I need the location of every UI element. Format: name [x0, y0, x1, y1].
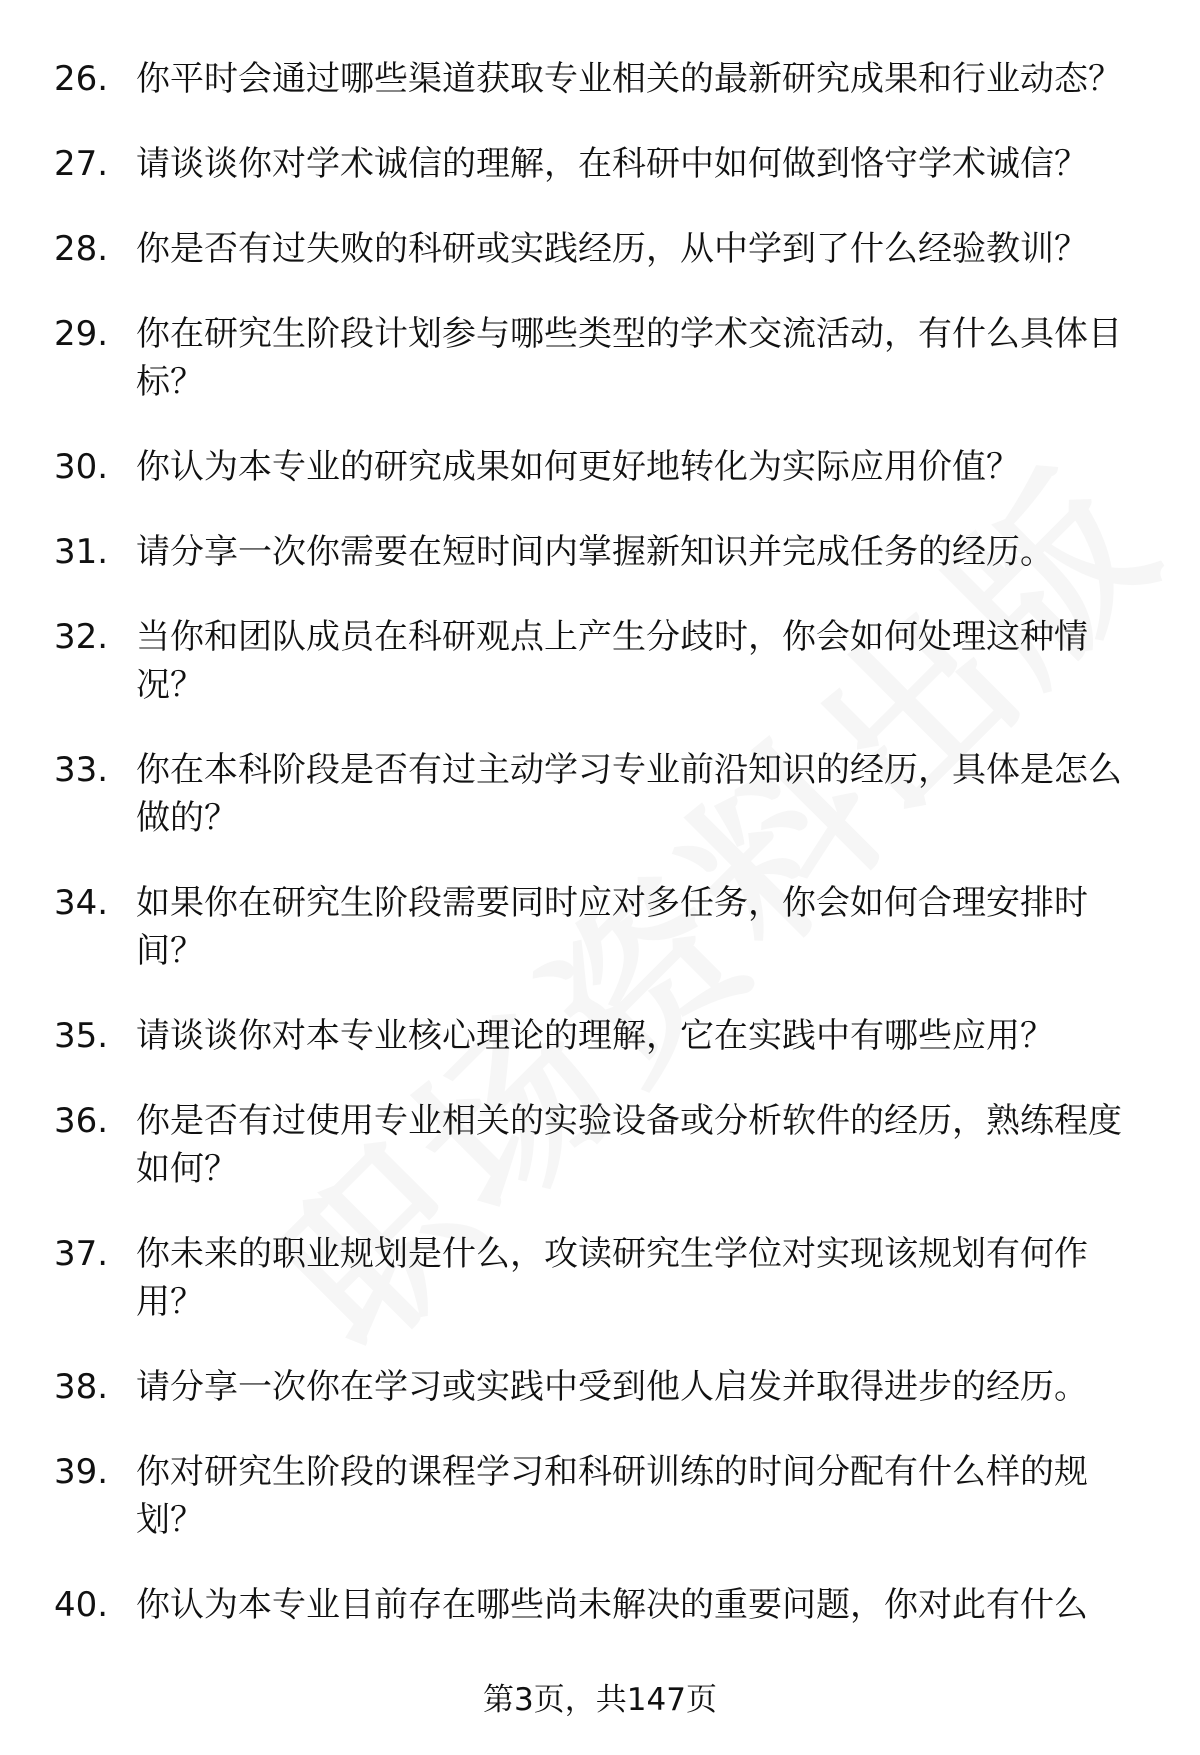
list-item	[54, 613, 1154, 709]
question-number: 32.	[54, 617, 109, 657]
question-number: 34.	[54, 883, 109, 923]
question-number: 35.	[54, 1016, 109, 1056]
list-item	[54, 879, 1154, 975]
list-item	[54, 746, 1154, 842]
list-item	[54, 528, 1154, 576]
question-text: 你认为本专业目前存在哪些尚未解决的重要问题，你对此有什么	[136, 1585, 1088, 1625]
list-item	[54, 225, 1154, 273]
question-number: 27.	[54, 144, 109, 184]
question-text: 当你和团队成员在科研观点上产生分歧时，你会如何处理这种情况？	[136, 617, 1088, 705]
list-item	[54, 443, 1154, 491]
list-item	[54, 1097, 1154, 1193]
question-text: 你在研究生阶段计划参与哪些类型的学术交流活动，有什么具体目标？	[136, 314, 1122, 402]
list-item	[54, 1363, 1154, 1411]
question-number: 26.	[54, 59, 109, 99]
question-text: 你在本科阶段是否有过主动学习专业前沿知识的经历，具体是怎么做的？	[136, 750, 1122, 838]
question-text: 你是否有过失败的科研或实践经历，从中学到了什么经验教训？	[136, 229, 1088, 269]
question-number: 39.	[54, 1452, 109, 1492]
question-text: 请分享一次你在学习或实践中受到他人启发并取得进步的经历。	[136, 1367, 1088, 1407]
list-item	[54, 1012, 1154, 1060]
question-text: 你未来的职业规划是什么，攻读研究生学位对实现该规划有何作用？	[136, 1234, 1088, 1322]
question-text: 你平时会通过哪些渠道获取专业相关的最新研究成果和行业动态？	[136, 59, 1122, 99]
question-number: 31.	[54, 532, 109, 572]
question-number: 28.	[54, 229, 109, 269]
list-item	[54, 1448, 1154, 1544]
list-item	[54, 1581, 1154, 1629]
list-item	[54, 310, 1154, 406]
question-number: 37.	[54, 1234, 109, 1274]
list-item	[54, 140, 1154, 188]
question-text: 你对研究生阶段的课程学习和科研训练的时间分配有什么样的规划？	[136, 1452, 1088, 1540]
question-number: 38.	[54, 1367, 109, 1407]
question-text: 你是否有过使用专业相关的实验设备或分析软件的经历，熟练程度如何？	[136, 1101, 1122, 1189]
page-footer: 第3页，共147页	[483, 1682, 717, 1718]
question-text: 请谈谈你对学术诚信的理解，在科研中如何做到恪守学术诚信？	[136, 144, 1088, 184]
question-text: 请分享一次你需要在短时间内掌握新知识并完成任务的经历。	[136, 532, 1054, 572]
list-item	[54, 1230, 1154, 1326]
question-number: 33.	[54, 750, 109, 790]
question-text: 如果你在研究生阶段需要同时应对多任务，你会如何合理安排时间？	[136, 883, 1088, 971]
question-list	[54, 55, 1154, 1666]
question-text: 请谈谈你对本专业核心理论的理解，它在实践中有哪些应用？	[136, 1016, 1054, 1056]
question-text: 你认为本专业的研究成果如何更好地转化为实际应用价值？	[136, 447, 1020, 487]
question-number: 40.	[54, 1585, 109, 1625]
list-item	[54, 55, 1154, 103]
question-number: 36.	[54, 1101, 109, 1141]
question-number: 30.	[54, 447, 109, 487]
question-number: 29.	[54, 314, 109, 354]
